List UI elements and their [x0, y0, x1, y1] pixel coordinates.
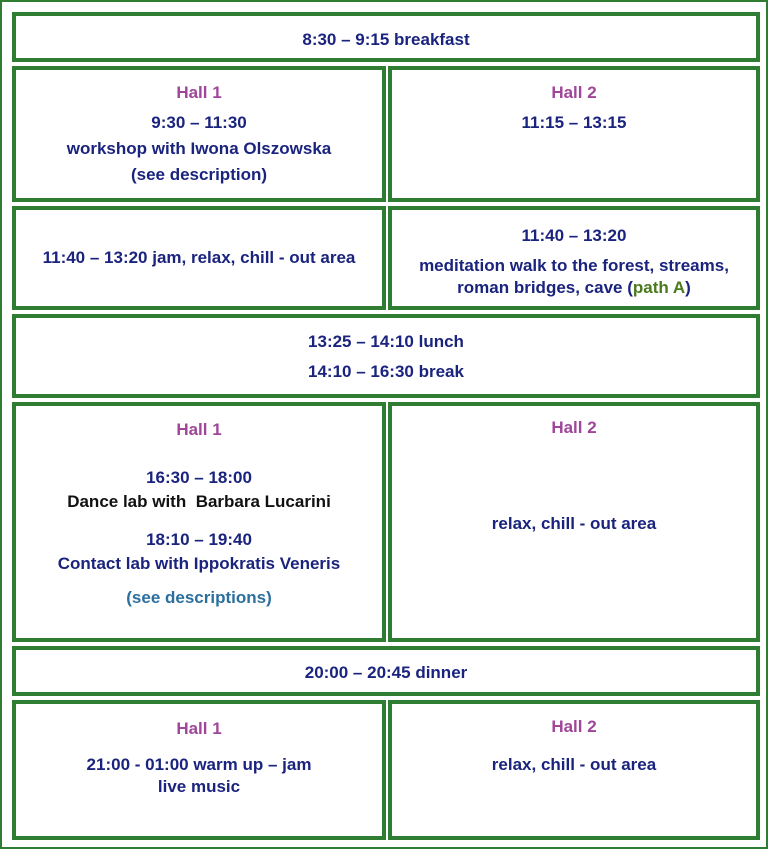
session-title: 21:00 - 01:00 warm up – jam: [86, 755, 312, 774]
break-text: 14:10 – 16:30 break: [308, 362, 464, 381]
session-title: Contact lab with Ippokratis Veneris: [57, 554, 341, 573]
session-text: relax, chill - out area: [491, 514, 657, 533]
afternoon-hall2-cell: [388, 402, 760, 642]
hall-label: Hall 1: [176, 420, 222, 439]
mid-hall2-cell: [388, 206, 760, 310]
morning-hall2-cell: [388, 66, 760, 202]
see-description-link[interactable]: (see description): [130, 165, 268, 184]
hall-label: Hall 2: [551, 418, 597, 437]
session-time: 18:10 – 19:40: [146, 530, 252, 549]
session-subtitle: live music: [157, 777, 241, 796]
dinner-text: 20:00 – 20:45 dinner: [304, 663, 468, 682]
session-title-pre: roman bridges, cave (: [457, 278, 633, 297]
teacher-name: Barbara Lucarini: [195, 492, 331, 511]
session-title: workshop with Iwona Olszowska: [66, 139, 332, 158]
lunch-cell: [12, 314, 760, 398]
session-time: 11:15 – 13:15: [521, 113, 627, 132]
session-title: [16, 491, 382, 513]
hall-label: Hall 1: [176, 83, 222, 102]
session-text: 11:40 – 13:20 jam, relax, chill - out area: [42, 248, 356, 267]
morning-hall1-cell: [12, 66, 386, 202]
breakfast-text: 8:30 – 9:15 breakfast: [302, 30, 470, 49]
path-a-link[interactable]: path A: [632, 278, 686, 297]
mid-hall1-cell: [12, 206, 386, 310]
session-time: 9:30 – 11:30: [151, 113, 247, 132]
hall-label: Hall 1: [176, 719, 222, 738]
session-title-post: ): [685, 278, 691, 297]
session-time: 11:40 – 13:20: [521, 226, 627, 245]
dinner-cell: [12, 646, 760, 696]
afternoon-hall1-cell: [12, 402, 386, 642]
evening-hall1-cell: [12, 700, 386, 840]
hall-label: Hall 2: [551, 83, 597, 102]
session-title-line2: [392, 277, 756, 299]
lunch-text: 13:25 – 14:10 lunch: [308, 332, 464, 351]
session-title: meditation walk to the forest, streams,: [419, 256, 729, 275]
breakfast-cell: [12, 12, 760, 62]
session-time: 16:30 – 18:00: [146, 468, 252, 487]
session-text: relax, chill - out area: [491, 755, 657, 774]
see-descriptions-link[interactable]: (see descriptions): [126, 588, 272, 607]
title-prefix: Dance lab with: [67, 492, 187, 511]
evening-hall2-cell: [388, 700, 760, 840]
hall-label: Hall 2: [551, 717, 597, 736]
